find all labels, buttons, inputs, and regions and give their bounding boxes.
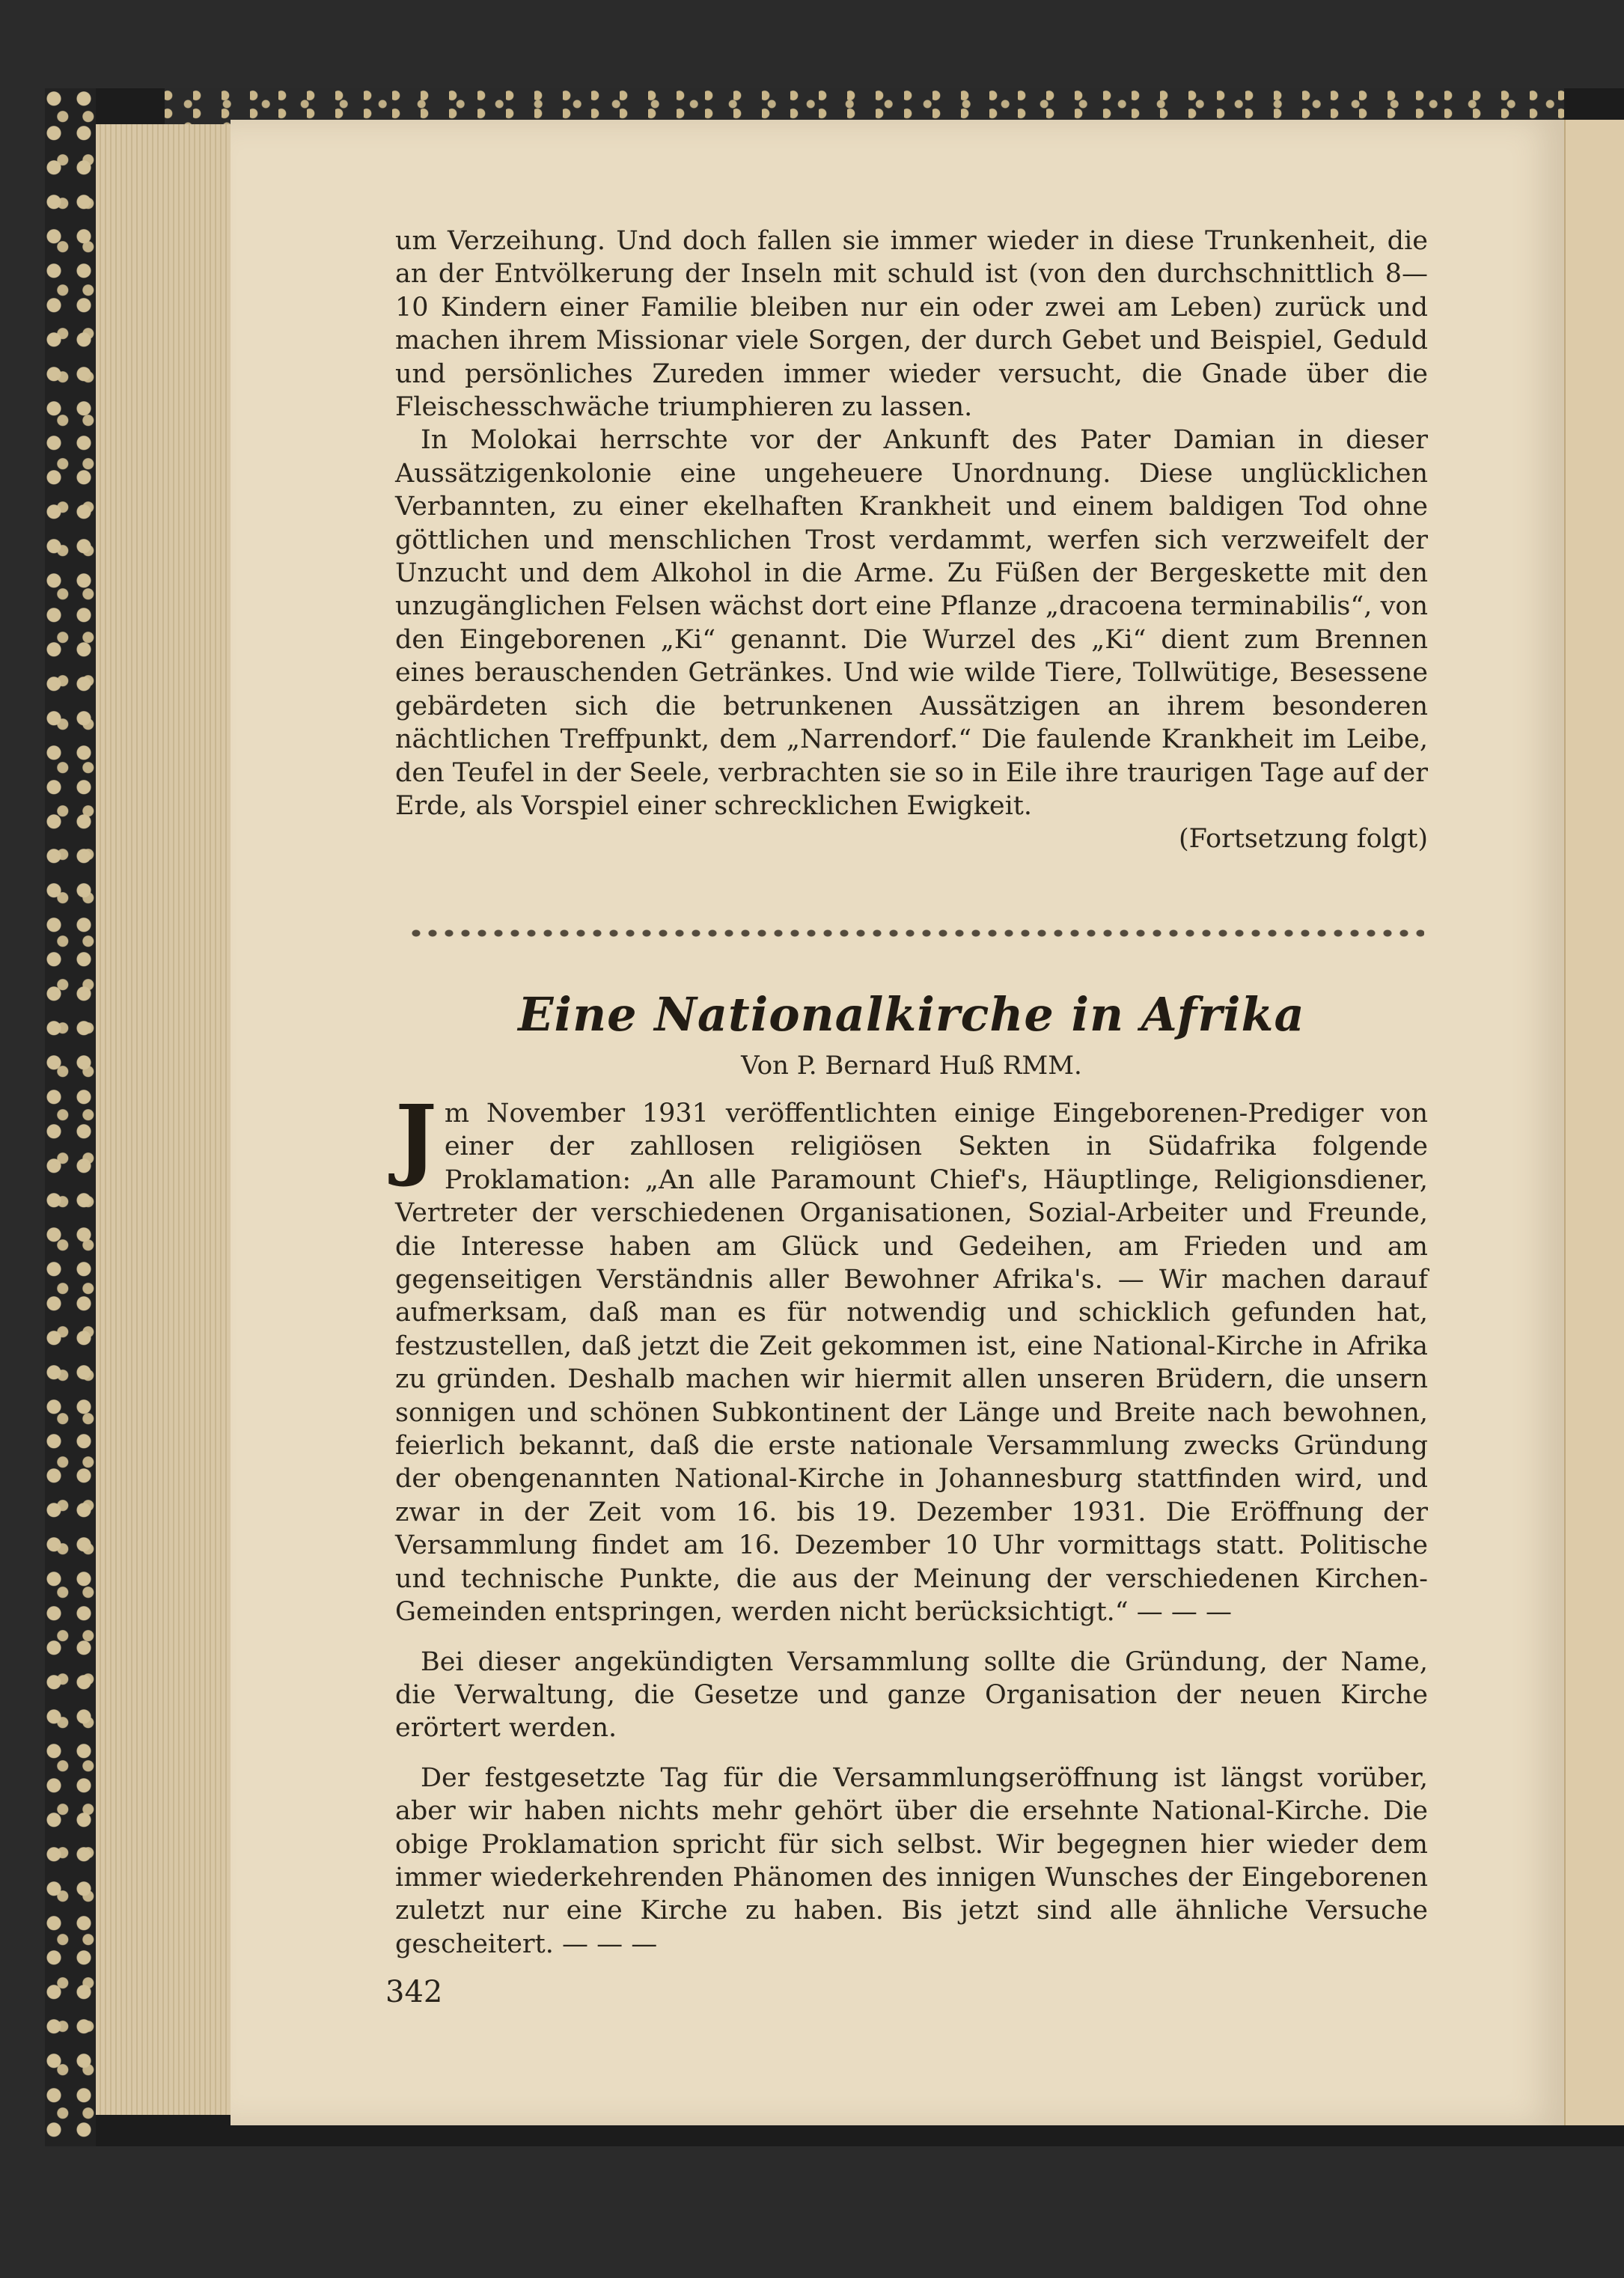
- ornamental-divider: [408, 926, 1424, 940]
- continued-text: [395, 225, 1428, 856]
- facing-page-edge: [1564, 120, 1624, 2125]
- marbled-endpaper-top: [165, 88, 1564, 124]
- continuation-note: (Fortsetzung folgt): [1178, 824, 1428, 855]
- paragraph: Bei dieser angekündigten Versammlung sollte die Gründung, der Name, die Verwaltung, die Gesetze und ganze Organisation der neuen Kirche erörtert werden.: [395, 1646, 1428, 1744]
- paragraph: In Molokai herrschte vor der Ankunft des Pater Damian in dieser Aussätzigenkolonie eine ungeheuere Unordnung. Diese unglücklichen Verbannten, zu einer ekelhaften Krankheit und einem baldigen Tod ohne göttlichen und menschlichen Trost verdammt, werfen sich verzweifelt der Unzucht und dem Alkohol in die Arme. Zu Füßen der Bergeskette mit den unzugänglichen Felsen wächst dort eine Pflanze „dracoena terminabilis“, von den Eingeborenen „Ki“ genannt. Die Wurzel des „Ki“ dient zum Brennen eines berauschenden Getränkes. Und wie wilde Tiere, Tollwütige, Besessene gebärdeten sich die betrunkenen Aussätzigen an ihrem besonderen nächtlichen Treffpunkt, dem „Narrendorf.“ Die faulende Krankheit im Leibe, den Teufel in der Seele, verbrachten sie so in Eile ihre traurigen Tage auf der Erde, als Vorspiel einer schrecklichen Ewigkeit.: [395, 425, 1428, 821]
- marbled-endpaper-left: [45, 88, 96, 2146]
- paragraph: [395, 1085, 1428, 1629]
- paragraph-text: m November 1931 veröffentlichten einige Eingeborenen-Prediger von einer der zahllosen religiösen Sekten in Südafrika folgende Proklamation: „An alle Paramount Chief's, Häuptlinge, Religionsdiener, Vertreter der verschiedenen Organisationen, Sozial-Arbeiter und Freunde, die Interesse haben am Glück und Gedeihen, am Frieden und am gegenseitigen Verständnis aller Bewohner Afrika's. — Wir machen darauf aufmerksam, daß man es für notwendig und schicklich gefunden hat, festzustellen, daß jetzt die Zeit gekommen ist, eine National-Kirche in Afrika zu gründen. Deshalb machen wir hiermit allen unseren Brüdern, die unsern sonnigen und schönen Subkontinent der Länge und Breite nach bewohnen, feierlich bekannt, daß die erste nationale Versammlung zwecks Gründung der obengenannten National-Kirche in Johannesburg stattfinden wird, und zwar in der Zeit vom 16. bis 19. Dezember 1931. Die Eröffnung der Versammlung findet am 16. Dezember 10 Uhr vormittags statt. Politische und technische Punkte, die aus der Meinung der verschiedenen Kirchen-Gemeinden entspringen, werden nicht berücksichtigt.“ — — —: [395, 1099, 1428, 1628]
- page-number: 342: [385, 1975, 443, 2009]
- article-title: Eine Nationalkirche in Afrika: [518, 987, 1305, 1042]
- drop-cap: J: [395, 1085, 437, 1189]
- paragraph: um Verzeihung. Und doch fallen sie immer wieder in diese Trunkenheit, die an der Entvölkerung der Inseln mit schuld ist (von den durchschnittlich 8—10 Kindern einer Familie bleiben nur ein oder zwei am Leben) zurück und machen ihrem Missionar viele Sorgen, der durch Gebet und Beispiel, Geduld und persönliches Zureden immer wieder versucht, die Gnade über die Fleischesschwäche triumphieren zu lassen.: [395, 226, 1428, 423]
- article-body: [395, 1085, 1428, 1977]
- paragraph: Der festgesetzte Tag für die Versammlungseröffnung ist längst vorüber, aber wir haben nichts mehr gehört über die ersehnte National-Kirche. Die obige Proklamation spricht für sich selbst. Wir begegnen hier wieder dem immer wiederkehrenden Phänomen des innigen Wunsches der Eingeborenen zuletzt nur eine Kirche zu haben. Bis jetzt sind alle ähnliche Versuche gescheitert. — — —: [395, 1762, 1428, 1959]
- article-byline: Von P. Bernard Huß RMM.: [741, 1051, 1082, 1081]
- page-edges: [96, 124, 232, 2115]
